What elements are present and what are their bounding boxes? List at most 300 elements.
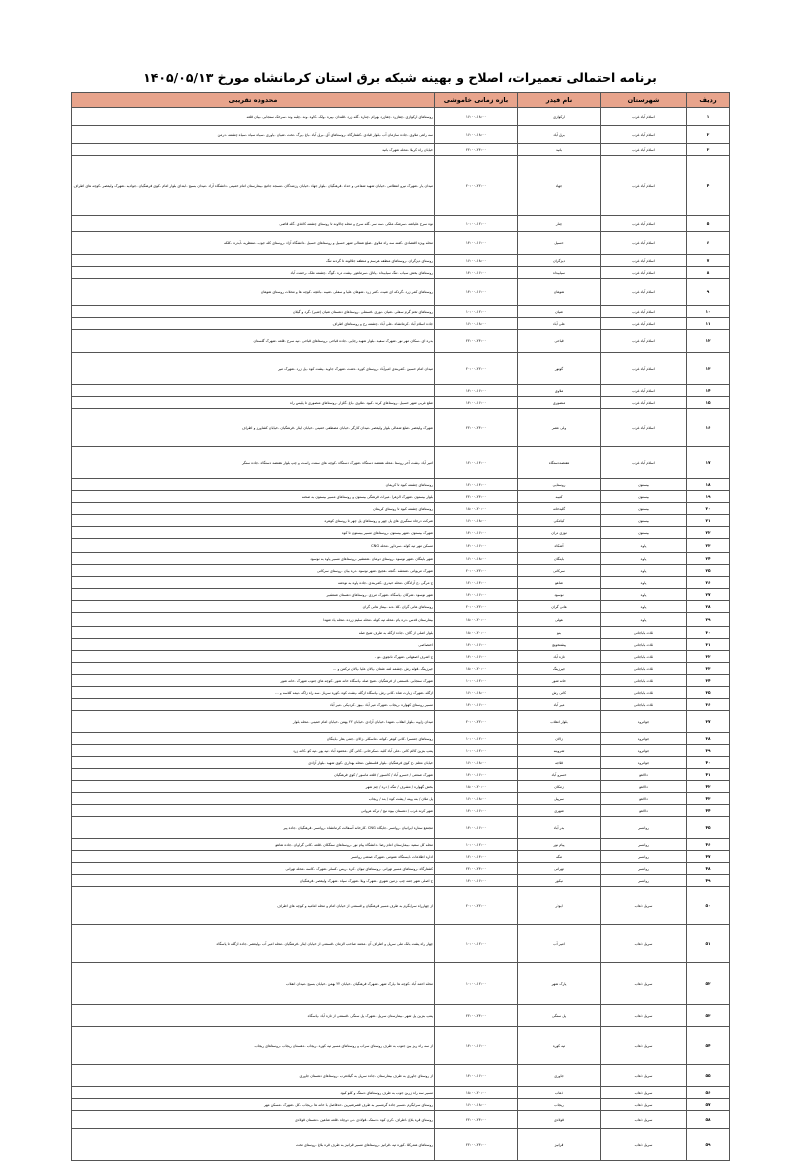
city-cell: اسلام آباد غرب [601,353,687,385]
table-header-row [72,93,730,108]
time-window-cell: ۱۴:۰۰-۱۶:۰۰ [435,875,518,887]
feeder-cell: منصوری [518,397,601,409]
area-cell: بلوار اصلی از گاف -جاده ازگله به طرف شیخ صله [72,627,435,639]
time-window-cell: ۱۴:۰۰-۱۶:۰۰ [435,805,518,817]
area-cell: شهر نوسود -شرکان -پاسگاه -شهرک مرزی -روستاهای دهستان شمشیر [72,589,435,601]
city-cell: پاوه [601,577,687,589]
page-title: برنامه احتمالی تعمیرات، اصلاح و بهینه شبکه برق استان کرمانشاه مورخ ۱۴۰۵/۰۵/۱۳ [143,70,657,85]
table-row [72,216,730,232]
table-row [72,711,730,733]
feeder-cell: ذهاب [518,1087,601,1099]
city-cell: سرپل ذهاب [601,1099,687,1111]
city-cell: اسلام آباد غرب [601,397,687,409]
table-row [72,318,730,330]
row-number: ۴۹ [687,875,730,887]
area-cell [72,385,435,397]
city-cell: سرپل ذهاب [601,1005,687,1027]
table-row [72,675,730,687]
row-number: ۴۱ [687,769,730,781]
feeder-cell: چنار [518,216,601,232]
row-number: ۳۰ [687,627,730,639]
row-number: ۵۹ [687,1129,730,1161]
time-window-cell: ۲۲:۰۰-۲۴:۰۰ [435,409,518,447]
table-row [72,863,730,875]
area-cell: روستاهای ارکوازی -چقازرد -چقازرد بهرام -چناره -گله زرد -قلندان -پیره -ولک -کاوه -وند -چلبه وند -سرخک سنجابی -بیان قلعه [72,108,435,126]
time-window-cell: ۱۰:۰۰-۱۲:۰۰ [435,925,518,963]
row-number: ۲۶ [687,577,730,589]
row-number: ۵ [687,216,730,232]
time-window-cell: ۱۶:۰۰-۱۸:۰۰ [435,1099,518,1111]
row-number: ۲۰ [687,503,730,515]
column-header-row-number: ردیف [687,93,730,108]
row-number: ۴ [687,156,730,216]
time-window-cell: ۱۶:۰۰-۱۸:۰۰ [435,687,518,699]
table-row [72,108,730,126]
time-window-cell: ۱۴:۰۰-۱۶:۰۰ [435,232,518,255]
area-cell: کشتارگاه -روستاهای مسیر تهرانی -روستاهای تیوان -کره -ریس -کسلر -شهرک -کاسه -محله تهرانی [72,863,435,875]
area-cell: روستاهای هندرکلا -کوره تپه -قرانیز -روستاهای مسیر قرانیز به طرف قره بلاغ -روستای تخت [72,1129,435,1161]
table-row [72,330,730,353]
time-window-cell: ۱۲:۰۰-۱۴:۰۰ [435,479,518,491]
column-header-city: شهرستان [601,93,687,108]
table-row [72,613,730,627]
time-window-cell: ۱۴:۰۰-۱۶:۰۰ [435,699,518,711]
table-row [72,1065,730,1087]
city-cell: اسلام آباد غرب [601,156,687,216]
table-row [72,539,730,553]
row-number: ۵۶ [687,1087,730,1099]
table-row [72,639,730,651]
feeder-cell: باینگان [518,553,601,565]
feeder-cell: برق آباد [518,126,601,144]
area-cell: مسیر روستای کهواره -ریجاب -شهرک میر آباد -بیوز -کردیکی -میر آباد [72,699,435,711]
column-header-area: محدوده تقریبی [72,93,435,108]
time-window-cell: ۱۴:۰۰-۱۶:۰۰ [435,1065,518,1087]
area-cell: خیابان راه کربلا -محله شهرک بانید [72,144,435,156]
table-row [72,1027,730,1065]
city-cell: سرپل ذهاب [601,1065,687,1087]
area-cell: ازگله -شهرک زیارت شاه -کانی رش -پاسگاه ازگله -پشت کوه -کوره سرباز -سه راه زاگه -تیمه کلاسه و ... [72,687,435,699]
table-row [72,156,730,216]
area-cell: خیابان معلم -خ کوی فرهنگیان -بلوار فلسطین -محله بهداری -کوی شهید -بلوار آزادی [72,757,435,769]
table-row [72,687,730,699]
city-cell: اسلام آباد غرب [601,447,687,479]
city-cell: بیستون [601,503,687,515]
city-cell: سرپل ذهاب [601,963,687,1005]
table-row [72,925,730,963]
table-row [72,805,730,817]
feeder-cell: سیابیداه [518,267,601,279]
time-window-cell: ۱۴:۰۰-۱۶:۰۰ [435,1027,518,1065]
time-window-cell: ۱۲:۰۰-۱۴:۰۰ [435,851,518,863]
city-cell: دالاهو [601,793,687,805]
time-window-cell: ۱۸:۰۰-۲۰:۰۰ [435,663,518,675]
table-row [72,447,730,479]
time-window-cell: ۱۴:۰۰-۱۶:۰۰ [435,385,518,397]
table-row [72,491,730,503]
table-row [72,397,730,409]
time-window-cell: ۱۴:۰۰-۱۶:۰۰ [435,279,518,306]
feeder-cell: جیرزینگ [518,663,601,675]
feeder-cell: نوسود [518,589,601,601]
feeder-cell: بانید [518,144,601,156]
city-cell: پاوه [601,539,687,553]
time-window-cell: ۲۰:۰۰-۲۲:۰۰ [435,156,518,216]
row-number: ۳۹ [687,745,730,757]
city-cell: سرپل ذهاب [601,925,687,963]
row-number: ۵۷ [687,1099,730,1111]
time-window-cell: ۲۲:۰۰-۲۴:۰۰ [435,330,518,353]
area-cell: مسکن مهر تپه کوله -سرداور -محله CNG [72,539,435,553]
row-number: ۵۴ [687,1027,730,1065]
area-cell: جاده اسلام آباد -کرمانشاه -علی آباد -چشمه رخ و روستاهای اطراف [72,318,435,330]
row-number: ۲۵ [687,565,730,577]
feeder-cell: زمکان [518,781,601,793]
table-row [72,769,730,781]
feeder-cell: قولادی [518,1111,601,1129]
feeder-cell: بنو [518,627,601,639]
row-number: ۲۷ [687,589,730,601]
time-window-cell: ۱۸:۰۰-۲۰:۰۰ [435,781,518,793]
area-cell: شهرک ولیعصر -ضلع شمالی بلوار ولیعصر -میدان کارگر -خیابان مصطفی خمینی -خیابان ایثار -فرهنگیان -خیابان کشاورز و اطراف [72,409,435,447]
area-cell: بدره ای -سکان مهر نور -شهرک سفید -بلوار شهید رجایی -جاده قباحی -روستاهای قباحی -تپه سرخ -قلعه -شهرک گلستان [72,330,435,353]
area-cell: شهرک بیستون -شهر بیستون -روستاهای مسیر بیستون تا کوه [72,527,435,539]
feeder-cell: نیکور [518,875,601,887]
feeder-cell: ابوذر [518,887,601,925]
table-row [72,409,730,447]
feeder-cell: هولی [518,613,601,627]
area-cell: روستاهای کمر زرد -گردکه ای شیت -کمر زرد -شوهان علیا و سفلی -شیبه -باغچه -کوچه ها و محلات روستای شوهان [72,279,435,306]
time-window-cell: ۱۴:۰۰-۱۶:۰۰ [435,651,518,663]
city-cell: جوانرود [601,733,687,745]
table-row [72,781,730,793]
area-cell: بیمارستان قدس -دره یام -محله تپه کوله -محله سلیم زرده -محله یاد شهدا [72,613,435,627]
feeder-cell: سرپیل [518,793,601,805]
feeder-cell: آشکاه [518,539,601,553]
time-window-cell: ۱۴:۰۰-۱۶:۰۰ [435,527,518,539]
time-window-cell: ۱۶:۰۰-۱۸:۰۰ [435,126,518,144]
row-number: ۴۰ [687,757,730,769]
row-number: ۲ [687,126,730,144]
time-window-cell: ۱۶:۰۰-۱۸:۰۰ [435,553,518,565]
area-cell: میدان یار -شهرک نیرو انتظامی -خیابان شهید شفاعی و حداد -فرهنگیان -بلوار جهاد -خیابان رزمندگان -مسجد جامع -بیمارستان امام خمینی -دانشگاه آزاد -میدان بسیج -ابتدای بلوار امام -کوی فرهنگیان -جوادیه -شهرک ولیعصر -کوچه های اطراف [72,156,435,216]
area-cell: روستاهای چشمه کبود تا روستای کریمان [72,503,435,515]
table-row [72,851,730,863]
area-cell: نوه سرخ علیاشه -سرشک ملکی -سه سر -گله سرخ و محله چالاوند تا روستای چشمه کاغذی -گله قاضی [72,216,435,232]
feeder-cell: هانی گران [518,601,601,613]
area-cell: شهر کرند غرب / دهستان بیوه نیج / ترکه هروانی [72,805,435,817]
table-row [72,651,730,663]
city-cell: ثلاث باباجانی [601,687,687,699]
row-number: ۳۳ [687,663,730,675]
feeder-cell: قلاجه [518,757,601,769]
city-cell: بیستون [601,491,687,503]
city-cell: روانسر [601,875,687,887]
row-number: ۱۷ [687,447,730,479]
table-row [72,353,730,385]
feeder-cell: پیام نور [518,839,601,851]
row-number: ۵۱ [687,925,730,963]
table-row [72,385,730,397]
city-cell: ثلاث باباجانی [601,699,687,711]
time-window-cell: ۱۴:۰۰-۱۶:۰۰ [435,267,518,279]
area-cell: از روستای جاوری به طرف بیمارستان -جاده سرپل به گیلانغرب -روستاهای دهستان جاوری [72,1065,435,1087]
column-header-time-window: بازه زمانی خاموشی [435,93,518,108]
time-window-cell: ۱۶:۰۰-۱۸:۰۰ [435,757,518,769]
feeder-cell: روستایی [518,479,601,491]
area-cell: شرکت درجاه سنگبری های پل چهر و روستاهای پل چهر تا روستای کوهره [72,515,435,527]
row-number: ۳۸ [687,733,730,745]
row-number: ۱۴ [687,385,730,397]
area-cell: روستای سرابگرم -مسیر جاده گرمسیر به طرف قصرشیرین -حدفاصل با خانه ها -ریجاب -کل -شهرک -مسکن مهر [72,1099,435,1111]
table-row [72,527,730,539]
table-row [72,745,730,757]
city-cell: اسلام آباد غرب [601,255,687,267]
area-cell: چهار راه پشت بانک ملی سرپل و اطراف آن -محمد صاحب الزمان -قسمتی از خیابان ایثار -فرهنگیان -محله امیر آب -ولیعصر -جاده ازگله تا پاسگاه [72,925,435,963]
time-window-cell: ۲۰:۰۰-۲۲:۰۰ [435,601,518,613]
row-number: ۶ [687,232,730,255]
city-cell: سرپل ذهاب [601,887,687,925]
area-cell: از سه راه ریز بین جنوب به طرف روستای سراب و روستاهای مسیر تپه کوره -ریجاب -دهستان ریجاب -روستاهای ریجاب [72,1027,435,1065]
table-row [72,839,730,851]
area-cell: روستای دیزگران -روستاهای منطقه هرسم و منطقه جلالوند تا گردنه تنگ [72,255,435,267]
row-number: ۴۸ [687,863,730,875]
city-cell: دالاهو [601,769,687,781]
table-row [72,126,730,144]
row-number: ۳۷ [687,711,730,733]
feeder-cell: امیر آب [518,925,601,963]
table-row [72,503,730,515]
area-cell: روستای قره بلاغ -اطراف -کرن کوه -دستک -قولادی -نی دوچاه -قلعه شاهین -دهستان قولادی [72,1111,435,1129]
feeder-cell: شاهو [518,577,601,589]
city-cell: روانسر [601,817,687,839]
table-row [72,553,730,565]
table-row [72,963,730,1005]
area-cell: روستاهای تخم گرم سفلی -شیان -نوری -فسملی -روستاهای دهستان شیان (شیر) -گرد و گیلان [72,306,435,318]
city-cell: بیستون [601,515,687,527]
city-cell: روانسر [601,839,687,851]
time-window-cell: ۲۰:۰۰-۲۲:۰۰ [435,353,518,385]
row-number: ۵۸ [687,1111,730,1129]
time-window-cell: ۱۶:۰۰-۱۸:۰۰ [435,793,518,805]
city-cell: اسلام آباد غرب [601,306,687,318]
table-row [72,306,730,318]
time-window-cell: ۱۰:۰۰-۱۲:۰۰ [435,745,518,757]
time-window-cell: ۱۰:۰۰-۱۲:۰۰ [435,839,518,851]
row-number: ۱۹ [687,491,730,503]
table-row [72,1111,730,1129]
feeder-cell: گلیدخانه [518,503,601,515]
city-cell: ثلاث باباجانی [601,651,687,663]
row-number: ۱۰ [687,306,730,318]
time-window-cell: ۲۲:۰۰-۲۴:۰۰ [435,863,518,875]
city-cell: پاوه [601,613,687,627]
area-cell: میدان امام حسین -کمربندی امیرآباد -روستای کوره -دشت -شهرک جاوید -پشت کوه -پل زرد -شهرک میر [72,353,435,385]
feeder-cell: علی آباد [518,318,601,330]
city-cell: اسلام آباد غرب [601,318,687,330]
table-row [72,589,730,601]
time-window-cell: ۲۲:۰۰-۲۴:۰۰ [435,1005,518,1027]
feeder-cell: ملاوی [518,385,601,397]
area-cell: جیرزینگ -قوله رش -چشمه لمه عثمان -پالان علیا -پالان ترکمن و ... [72,663,435,675]
row-number: ۲۱ [687,515,730,527]
outage-schedule-table [71,92,730,1161]
time-window-cell: ۱۸:۰۰-۲۰:۰۰ [435,1087,518,1099]
table-row [72,144,730,156]
time-window-cell: ۱۶:۰۰-۱۸:۰۰ [435,108,518,126]
row-number: ۴۷ [687,851,730,863]
feeder-cell: سرکانی [518,565,601,577]
row-number: ۱۲ [687,330,730,353]
row-number: ۴۶ [687,839,730,851]
table-row [72,875,730,887]
row-number: ۴۴ [687,805,730,817]
area-cell: ضلع غربی شهر حسیل -روستاهای کرند -کبود -ملاوی -باغ -گلزار -روستاهای منصوری تا پلیس راه [72,397,435,409]
time-window-cell: ۱۴:۰۰-۱۶:۰۰ [435,639,518,651]
table-row [72,267,730,279]
time-window-cell: ۲۰:۰۰-۲۲:۰۰ [435,565,518,577]
feeder-cell: کیامکی [518,515,601,527]
feeder-cell: تازه آباد [518,651,601,663]
time-window-cell: ۱۰:۰۰-۱۲:۰۰ [435,963,518,1005]
table-row [72,663,730,675]
table-row [72,793,730,805]
table-row [72,232,730,255]
row-number: ۵۰ [687,887,730,925]
time-window-cell: ۲۲:۰۰-۲۴:۰۰ [435,1111,518,1129]
area-cell: محله ویژه اقتصادی -کفنه سه راه ملاوی -ضلع شمالی شهر حسیل و روستاهای حسیل -دانشگاه آزاد -روستای کله جوب -منتظریه -آبدره -کلکه [72,232,435,255]
city-cell: اسلام آباد غرب [601,126,687,144]
area-cell: پمپ بنزین کالم کانی -علی آباد کلیه -سکرخانی -کانی گل -محمود آباد -تپه پور -تپه کو -کانه زرد [72,745,435,757]
city-cell: سرپل ذهاب [601,1111,687,1129]
area-cell: شهرک صنعتی / خسرو آباد / کانسور / قلعه ماسور / کوی فرهنگیان [72,769,435,781]
city-cell: اسلام آباد غرب [601,267,687,279]
city-cell: ثلاث باباجانی [601,627,687,639]
area-cell: مسیر سه راه زرین جوب به طرف روستاهای دستگ و کلو کبود [72,1087,435,1099]
table-row [72,627,730,639]
time-window-cell: ۲۰:۰۰-۲۲:۰۰ [435,711,518,733]
city-cell: اسلام آباد غرب [601,144,687,156]
table-row [72,515,730,527]
table-row [72,1129,730,1161]
city-cell: سرپل ذهاب [601,1129,687,1161]
table-row [72,565,730,577]
table-row [72,577,730,589]
table-row [72,279,730,306]
row-number: ۷ [687,255,730,267]
row-number: ۲۹ [687,613,730,627]
city-cell: ثلاث باباجانی [601,675,687,687]
row-number: ۲۸ [687,601,730,613]
row-number: ۲۲ [687,527,730,539]
feeder-cell: تپه کوره [518,1027,601,1065]
city-cell: پاوه [601,601,687,613]
area-cell: پل ملان / بنه وینه / پشت کوه / بند / ریجاب [72,793,435,805]
city-cell: جوانرود [601,757,687,769]
time-window-cell: ۱۸:۰۰-۲۰:۰۰ [435,613,518,627]
time-window-cell: ۱۶:۰۰-۱۸:۰۰ [435,515,518,527]
feeder-cell: پل سنگی [518,1005,601,1027]
row-number: ۲۴ [687,553,730,565]
time-window-cell: ۲۲:۰۰-۲۴:۰۰ [435,1129,518,1161]
city-cell: ثلاث باباجانی [601,639,687,651]
feeder-cell: خسرو آباد [518,769,601,781]
city-cell: جوانرود [601,745,687,757]
time-window-cell: ۲۰:۰۰-۲۲:۰۰ [435,887,518,925]
feeder-cell: پیشتخونچ [518,639,601,651]
area-cell: مجتمع ستاره ایرانیان -روانسر -جایگاه CNG -کارخانه آسفالت کرمانشاه -روانسر -فرهنگیان -جاده پیر [72,817,435,839]
time-window-cell: ۱۶:۰۰-۱۸:۰۰ [435,318,518,330]
time-window-cell: ۱۴:۰۰-۱۶:۰۰ [435,539,518,553]
feeder-cell: پارک شهر [518,963,601,1005]
feeder-cell: ریجاب [518,1099,601,1111]
area-cell: سه راهی ملاوی -جاده سازمان آب -بلوار قبادی -کشتارگاه -روستاهای آق -برق آباد -باغ -پرگ -تخت -شیان -یاوری -سیاه سیاه -سیاه چشمه -درمن [72,126,435,144]
city-cell: پاوه [601,589,687,601]
row-number: ۴۳ [687,793,730,805]
area-cell: از چهارراه سرابگرم به طرف مسیر فرهنگیان و قسمتی از خیابان امام و محله امامیه و کوچه های اطراف [72,887,435,925]
feeder-cell: حسیل [518,232,601,255]
feeder-cell: زالان [518,733,601,745]
feeder-cell: دیزگران [518,255,601,267]
city-cell: اسلام آباد غرب [601,279,687,306]
feeder-cell: ولی عصر [518,409,601,447]
row-number: ۵۳ [687,1005,730,1027]
table-row [72,1087,730,1099]
row-number: ۳۱ [687,639,730,651]
area-cell: روستاهای بخش سیاب -تنگ سیابیداه -پاتاق -سرماهور -پشت دره -گوگ -چشمه ملک -رحمت آباد [72,267,435,279]
area-cell: پمپ بنزین پل شهر -بیمارستان سرپل -شهرک پل سنگی -قسمتی از تازه آباد -پاسگاه [72,1005,435,1027]
row-number: ۵۵ [687,1065,730,1087]
table-row [72,699,730,711]
area-cell: بلوار بیستون -شهرک الزهرا -میراث فرهنگی بیستون و روستاهای مسیر بیستون به صحنه [72,491,435,503]
feeder-cell: تهرانی [518,863,601,875]
table-row [72,733,730,745]
time-window-cell: ۲۲:۰۰-۲۴:۰۰ [435,491,518,503]
time-window-cell: ۱۰:۰۰-۱۲:۰۰ [435,216,518,232]
time-window-cell: ۱۴:۰۰-۱۶:۰۰ [435,589,518,601]
feeder-cell: بلوار انقلاب [518,711,601,733]
feeder-cell: خانه شور [518,675,601,687]
table-row [72,817,730,839]
feeder-cell: شهری [518,805,601,817]
city-cell: اسلام آباد غرب [601,385,687,397]
row-number: ۳۵ [687,687,730,699]
area-cell: امیر آباد -پشت آخر روستا -محله هفتصد دستگاه -شهرک دستگاه -کوچه های سمت راست و چپ بلوار هفتصد دستگاه -جاده سنگر [72,447,435,479]
city-cell: سرپل ذهاب [601,1087,687,1099]
time-window-cell: ۱۸:۰۰-۲۰:۰۰ [435,503,518,515]
feeder-cell: شوهان [518,279,601,306]
row-number: ۴۵ [687,817,730,839]
time-window-cell: ۱۰:۰۰-۱۲:۰۰ [435,675,518,687]
feeder-cell: هفتصددستگاه [518,447,601,479]
city-cell: اسلام آباد غرب [601,330,687,353]
area-cell: ج مرگی -ج آزادگان -محله حیدری -کمربندی -جاده پاوه به نودشه [72,577,435,589]
row-number: ۱۱ [687,318,730,330]
feeder-cell: کانی رش [518,687,601,699]
feeder-cell: ارکوازی [518,108,601,126]
area-cell: روستاهای هانی گران -کلا -دنه -بیماژ هانی گران [72,601,435,613]
city-cell: روانسر [601,863,687,875]
city-cell: بیستون [601,527,687,539]
feeder-cell: جهاد [518,156,601,216]
feeder-cell: قباحی [518,330,601,353]
row-number: ۸ [687,267,730,279]
time-window-cell: ۱۰:۰۰-۱۲:۰۰ [435,733,518,745]
city-cell: اسلام آباد غرب [601,232,687,255]
area-cell: محله کل سفید -بیمارستان امام رضا -دانشگاه پیام نور -روستاهای سنگکان -قلعه -کانی گراوان -جاده شاهو [72,839,435,851]
feeder-cell: گوتور [518,353,601,385]
feeder-cell: قرانیز [518,1129,601,1161]
